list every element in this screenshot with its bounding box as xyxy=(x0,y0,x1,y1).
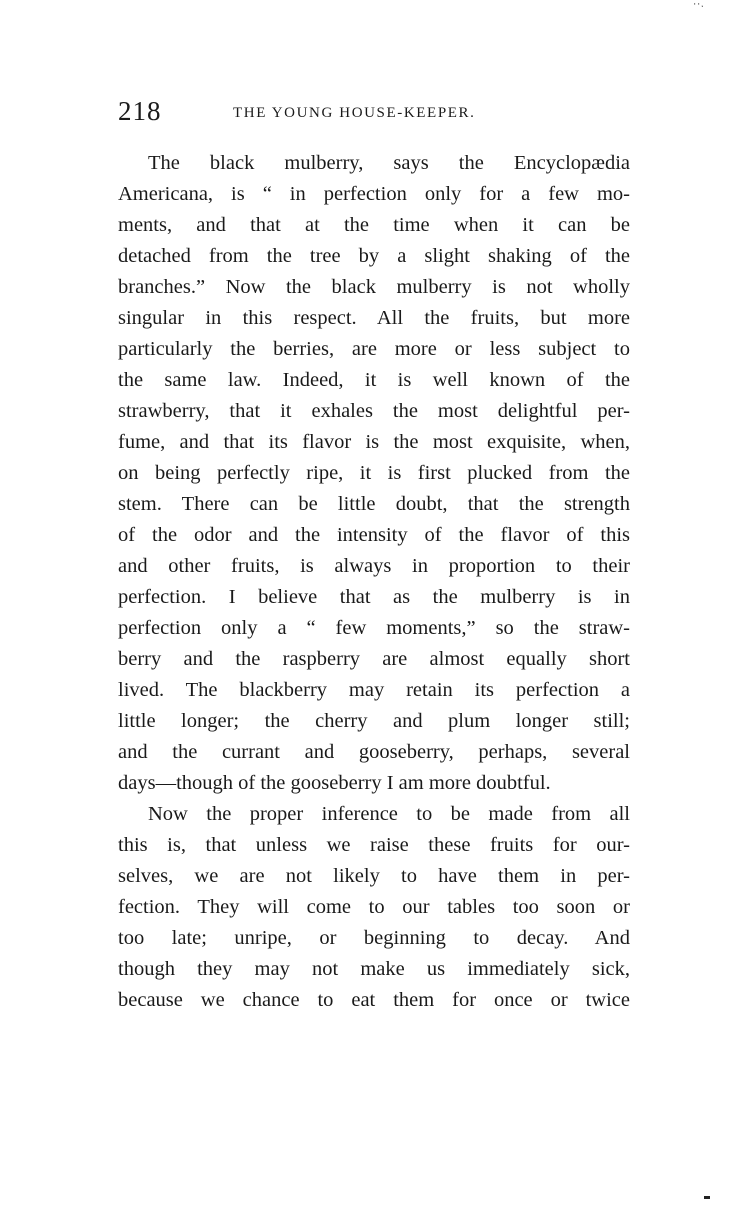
text-line: berry and the raspberry are almost equally short xyxy=(118,648,630,670)
text-line: too late; unripe, or beginning to decay. And xyxy=(118,927,630,949)
text-line: of the odor and the intensity of the flavor of this xyxy=(118,524,630,546)
text-line: selves, we are not likely to have them in per- xyxy=(118,865,630,887)
text-line: and the currant and gooseberry, perhaps, several xyxy=(118,741,630,763)
text-line: on being perfectly ripe, it is first plucked from the xyxy=(118,462,630,484)
text-line: fection. They will come to our tables too soon or xyxy=(118,896,630,918)
text-line: this is, that unless we raise these fruits for our- xyxy=(118,834,630,856)
text-line: Now the proper inference to be made from all xyxy=(148,803,630,825)
text-line: though they may not make us immediately sick, xyxy=(118,958,630,980)
text-line: stem. There can be little doubt, that the strength xyxy=(118,493,630,515)
scan-mark-top: ˙˙ˑ xyxy=(692,0,704,14)
scan-mark-bottom xyxy=(704,1196,710,1199)
text-line: little longer; the cherry and plum longer still; xyxy=(118,710,630,732)
text-line: fume, and that its flavor is the most exquisite, when, xyxy=(118,431,630,453)
text-line: because we chance to eat them for once or twice xyxy=(118,989,630,1011)
running-head: THE YOUNG HOUSE-KEEPER. xyxy=(233,105,476,121)
text-line: the same law. Indeed, it is well known of the xyxy=(118,369,630,391)
text-line: days—though of the gooseberry I am more doubtful. xyxy=(118,772,551,794)
page-header xyxy=(118,96,638,128)
text-line: particularly the berries, are more or less subject to xyxy=(118,338,630,360)
text-line: branches.” Now the black mulberry is not wholly xyxy=(118,276,630,298)
paragraph-2 xyxy=(118,799,630,1016)
text-line: Americana, is “ in perfection only for a few mo- xyxy=(118,183,630,205)
text-line: detached from the tree by a slight shaking of the xyxy=(118,245,630,267)
text-line: and other fruits, is always in proportion to their xyxy=(118,555,630,577)
paragraph-1 xyxy=(118,148,630,799)
text-line: strawberry, that it exhales the most delightful per- xyxy=(118,400,630,422)
body-text xyxy=(118,148,630,1016)
text-line: The black mulberry, says the Encyclopædia xyxy=(148,152,630,174)
text-line: lived. The blackberry may retain its perfection a xyxy=(118,679,630,701)
page-number: 218 xyxy=(118,96,162,126)
text-line: perfection only a “ few moments,” so the straw- xyxy=(118,617,630,639)
text-line: ments, and that at the time when it can be xyxy=(118,214,630,236)
text-line: singular in this respect. All the fruits, but more xyxy=(118,307,630,329)
text-line: perfection. I believe that as the mulberry is in xyxy=(118,586,630,608)
